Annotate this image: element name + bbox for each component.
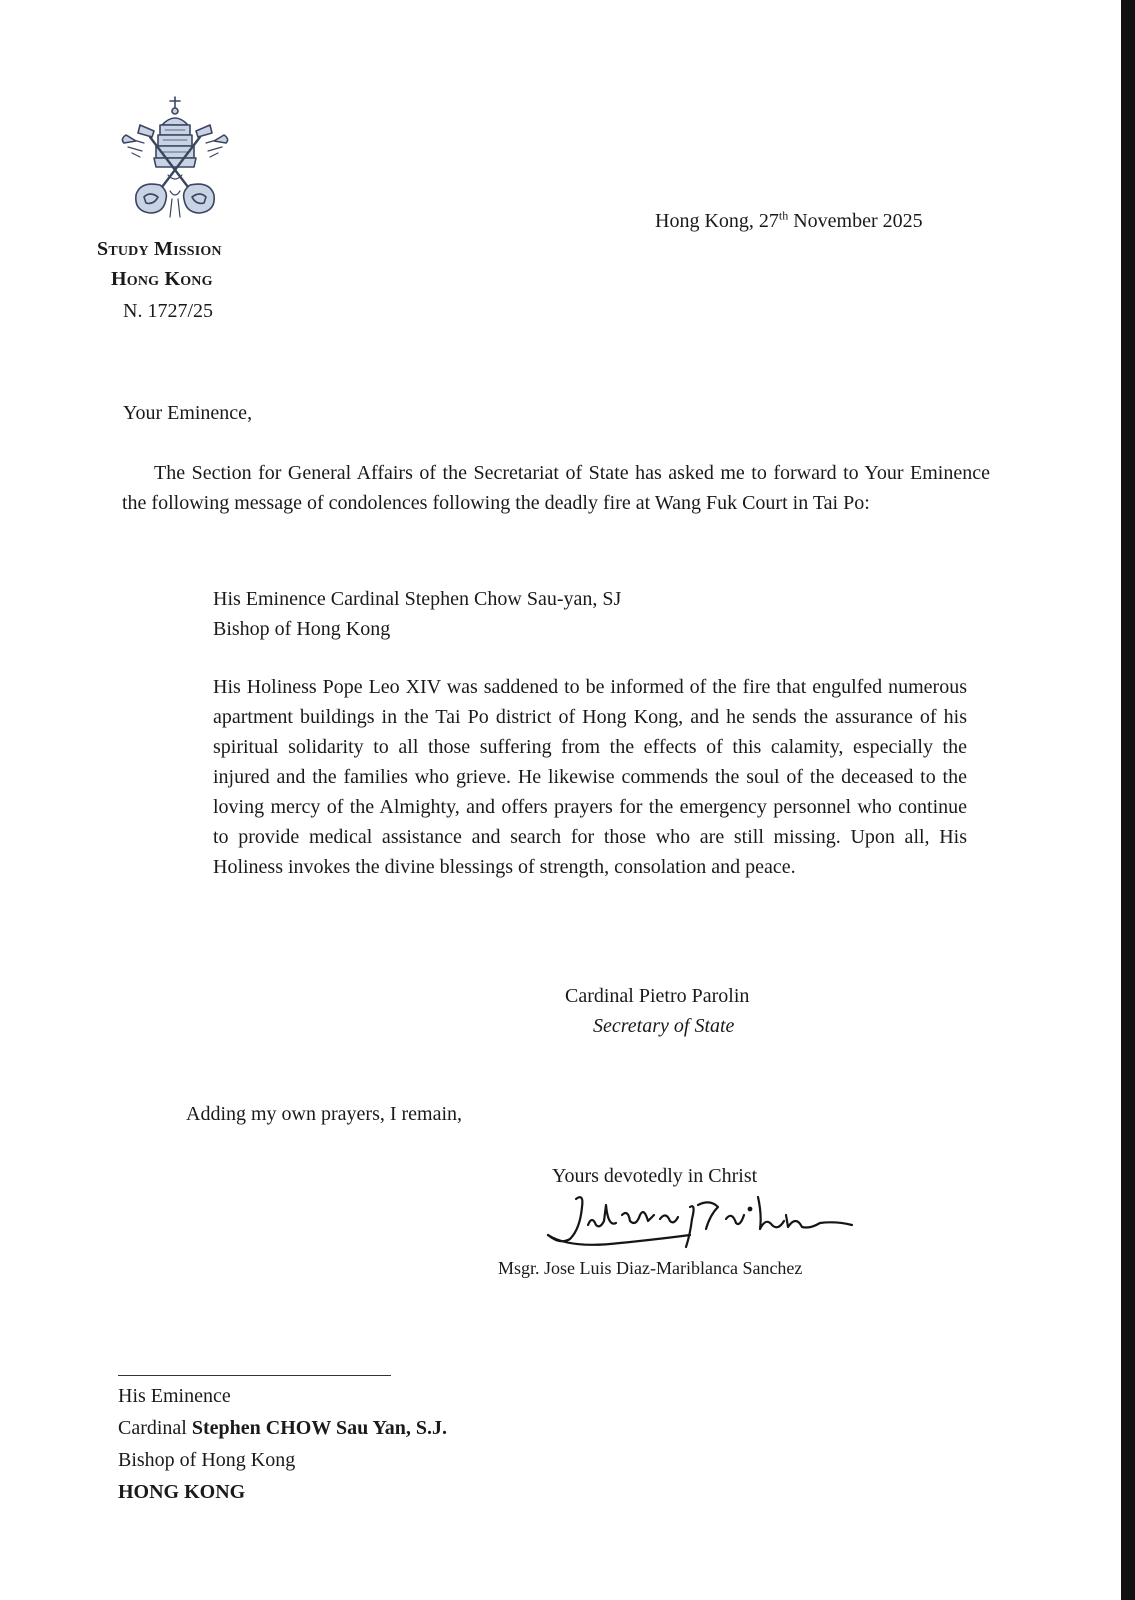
recipient-name: Cardinal Stephen CHOW Sau Yan, S.J. [118, 1417, 447, 1439]
letterhead-mission: Study Mission [97, 238, 222, 260]
condolence-message: His Holiness Pope Leo XIV was saddened to be informed of the fire that engulfed numerous apartment buildings in the Tai Po district of Hong Kong, and he sends the assurance of his spiritual solidarity to all those suffering from the effects of this calamity, especially the injured and the families who grieve. He likewise commends the soul of the deceased to the loving mercy of the Almighty, and offers prayers for the emergency personnel who continue to provide medical assistance and search for those who are still missing. Upon all, His Holiness invokes the divine blessings of strength, consolation and peace. [213, 676, 967, 878]
quoted-addressee [213, 584, 621, 644]
protocol-number: N. 1727/25 [123, 300, 213, 322]
message-sender-name: Cardinal Pietro Parolin [565, 985, 750, 1007]
intro-paragraph: The Section for General Affairs of the Secretariat of State has asked me to forward to Your Eminence the following message of condolences following the deadly fire at Wang Fuk Court in Tai Po: [122, 462, 990, 514]
handwritten-signature [540, 1185, 860, 1255]
closing-line: Adding my own prayers, I remain, [186, 1103, 463, 1125]
salutation: Your Eminence, [123, 402, 253, 424]
letterhead-city: Hong Kong [111, 268, 213, 290]
recipient-honorific: His Eminence [118, 1385, 231, 1407]
signer-name: Msgr. Jose Luis Diaz-Mariblanca Sanchez [498, 1258, 803, 1278]
recipient-office: Bishop of Hong Kong [118, 1449, 296, 1471]
papal-keys-tiara-icon [110, 95, 240, 225]
recipient-divider [118, 1375, 391, 1376]
letter-date: Hong Kong, 27th November 2025 [655, 208, 923, 232]
recipient-city: HONG KONG [118, 1481, 246, 1503]
quoted-addressee-office: Bishop of Hong Kong [213, 618, 391, 640]
scan-edge-border [1121, 0, 1135, 1600]
quoted-addressee-name: His Eminence Cardinal Stephen Chow Sau-yan, SJ [213, 588, 622, 610]
valediction: Yours devotedly in Christ [552, 1165, 758, 1187]
message-sender-title: Secretary of State [593, 1015, 735, 1037]
recipient-block [118, 1380, 447, 1508]
